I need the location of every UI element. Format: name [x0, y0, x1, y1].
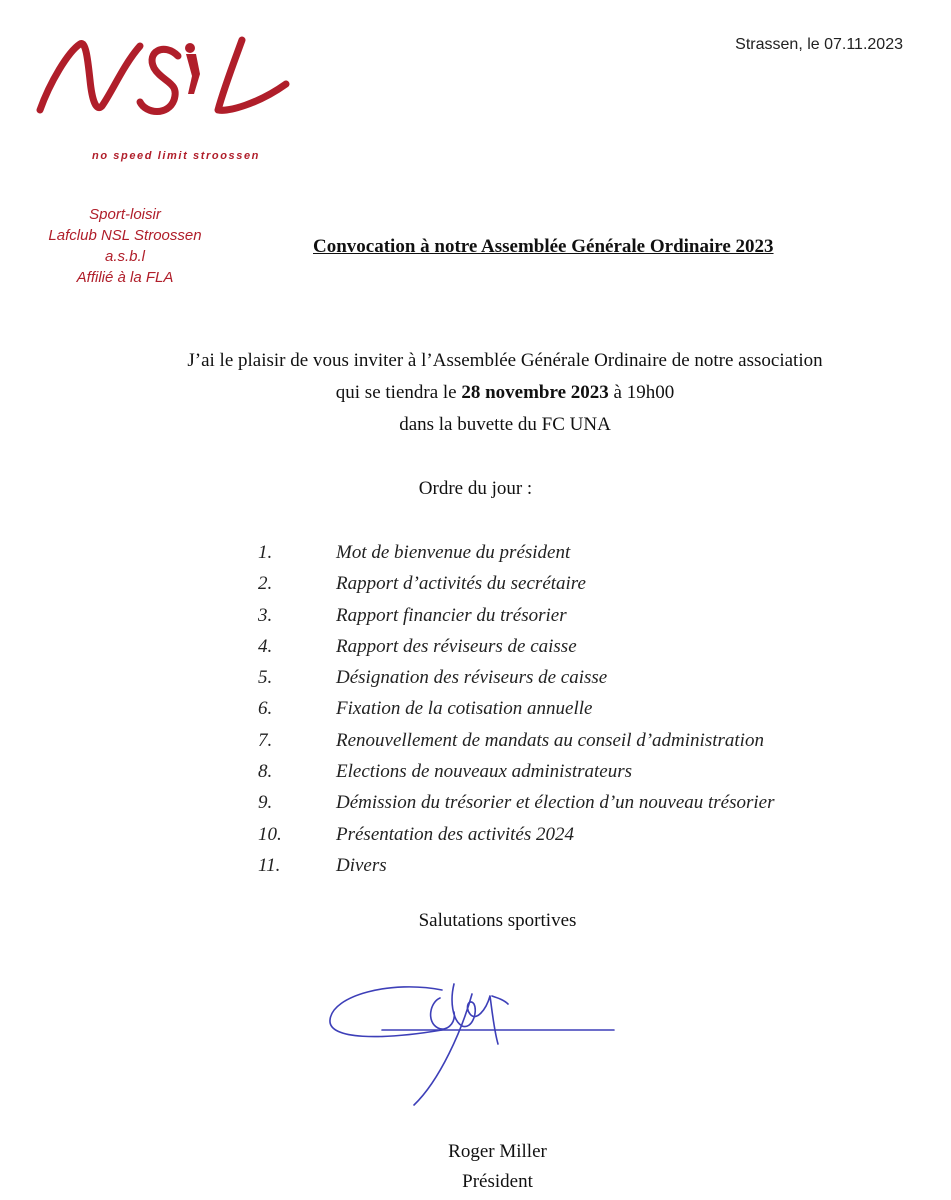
agenda-item-text: Désignation des réviseurs de caisse [336, 667, 608, 689]
agenda-item-text: Démission du trésorier et élection d’un nouveau trésorier [336, 792, 775, 814]
agenda-item [258, 819, 928, 850]
intro-paragraph [60, 345, 950, 441]
agenda-item-number: 5. [258, 667, 273, 689]
nsl-logo-graphic [28, 22, 298, 142]
agenda-item-text: Divers [336, 854, 387, 876]
signer-role: Président [462, 1171, 533, 1192]
agenda-item-number: 1. [258, 542, 273, 563]
agenda-item-number: 6. [258, 698, 273, 720]
signer-name: Roger Miller [448, 1141, 547, 1162]
agenda-item-text: Rapport des réviseurs de caisse [336, 635, 577, 657]
agenda-item-text: Rapport d’activités du secrétaire [336, 573, 586, 595]
club-logo [28, 22, 298, 172]
agenda-list [258, 537, 928, 881]
closing-salutation: Salutations sportives [418, 910, 577, 931]
date-line: Strassen, le 07.11.2023 [735, 36, 903, 53]
handwritten-signature [322, 940, 622, 1110]
agenda-item-text: Fixation de la cotisation annuelle [336, 698, 593, 720]
signer-block [0, 1137, 951, 1197]
agenda-item-text: Elections de nouveaux administrateurs [336, 761, 633, 783]
agenda-item-text: Renouvellement de mandats au conseil d’administration [336, 729, 764, 751]
document-title: Convocation à notre Assemblée Générale Ordinaire 2023 [313, 236, 774, 257]
agenda-item-number: 8. [258, 761, 273, 783]
agenda-item [258, 631, 928, 662]
agenda-item [258, 537, 928, 568]
agenda-item-number: 10. [258, 823, 282, 845]
agenda-item [258, 568, 928, 599]
logo-tagline: no speed limit stroossen [92, 150, 260, 162]
intro-line-3: dans la buvette du FC UNA [399, 414, 611, 435]
agenda-item-number: 7. [258, 729, 273, 751]
agenda-item-text: Présentation des activités 2024 [336, 823, 574, 845]
agenda-heading: Ordre du jour : [418, 478, 533, 499]
intro-line-2 [60, 377, 950, 409]
agenda-item-number: 4. [258, 635, 273, 657]
agenda-item-text: Rapport financier du trésorier [336, 604, 567, 626]
intro-line-2-prefix: qui se tiendra le [335, 382, 462, 403]
agenda-item [258, 662, 928, 693]
agenda-item-number: 9. [258, 792, 273, 814]
agenda-item [258, 600, 928, 631]
agenda-item [258, 787, 928, 818]
agenda-item-number: 3. [258, 604, 273, 626]
club-info-line: Sport-loisir [89, 206, 161, 223]
meeting-date: 28 novembre 2023 [461, 382, 609, 403]
agenda-item [258, 725, 928, 756]
agenda-item-number: 11. [258, 854, 281, 876]
club-info-line: a.s.b.l [104, 248, 146, 265]
agenda-item [258, 850, 928, 881]
intro-line-2-suffix: à 19h00 [608, 382, 675, 403]
intro-line-1: J’ai le plaisir de vous inviter à l’Assemblée Générale Ordinaire de notre association [187, 350, 823, 371]
agenda-item-number: 2. [258, 573, 273, 595]
agenda-item [258, 693, 928, 724]
club-info-line: Affilié à la FLA [76, 269, 174, 286]
signature-graphic [322, 940, 622, 1110]
club-info [10, 204, 240, 288]
club-info-line: Lafclub NSL Stroossen [48, 227, 202, 244]
agenda-item-text: Mot de bienvenue du président [336, 542, 571, 563]
agenda-item [258, 756, 928, 787]
